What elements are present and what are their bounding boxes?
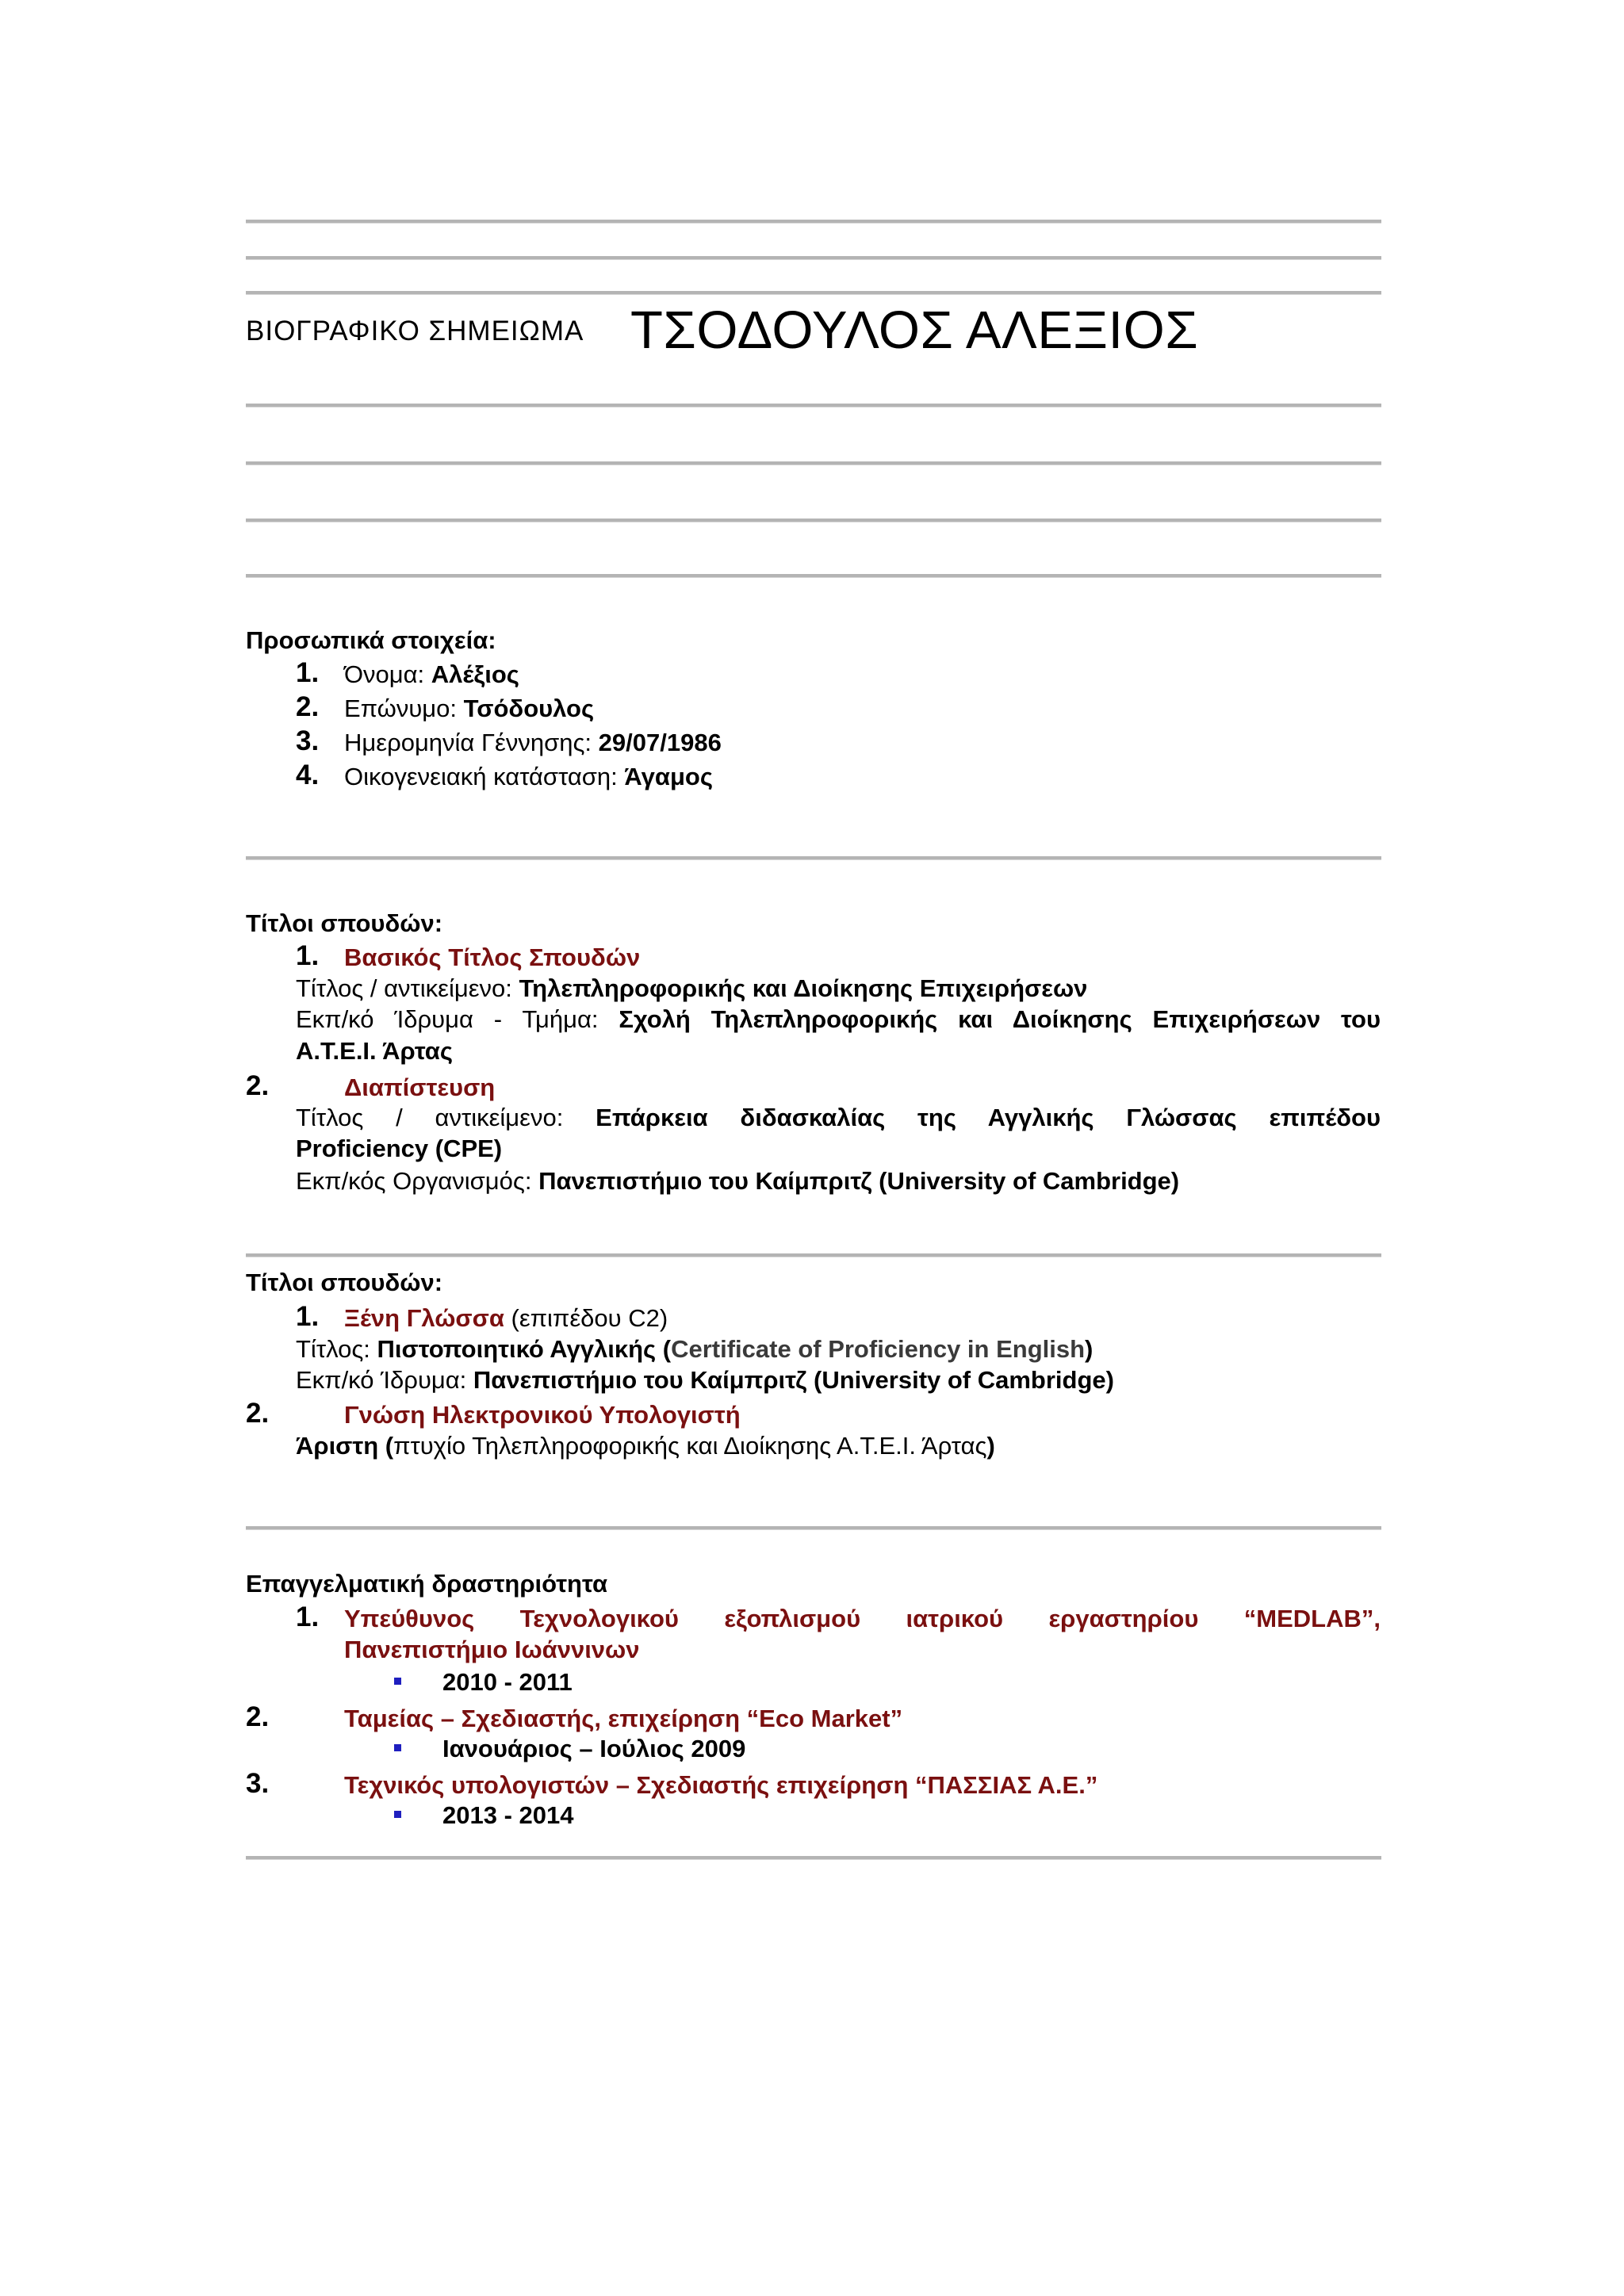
- divider-7: [246, 574, 1381, 578]
- field-label: Επώνυμο:: [344, 695, 457, 722]
- field-value: Τσόδουλος: [463, 695, 595, 722]
- field-value: Τηλεπληροφορικής και Διοίκησης Επιχειρήσεων: [519, 974, 1088, 1002]
- skills-title-2: Γνώση Ηλεκτρονικού Υπολογιστή: [344, 1401, 741, 1429]
- field-value: Άγαμος: [624, 763, 713, 790]
- work-period-2: Ιανουάριος – Ιούλιος 2009: [442, 1735, 746, 1762]
- divider-2: [246, 256, 1381, 260]
- list-number: 1.: [296, 657, 320, 688]
- field-value-english: Certificate of Proficiency in English: [671, 1335, 1086, 1363]
- field-value: Επάρκεια διδασκαλίας της Αγγλικής Γλώσσας επιπέδου: [596, 1104, 1381, 1131]
- education-subject-2-cont: Proficiency (CPE): [296, 1135, 503, 1162]
- list-number: 2.: [296, 691, 320, 722]
- divider-4: [246, 404, 1381, 408]
- education-subject-2: [296, 1104, 1381, 1132]
- field-label: Εκπ/κό Ίδρυμα - Τμήμα:: [296, 1005, 599, 1033]
- bullet-icon: [394, 1744, 401, 1751]
- divider-10: [246, 1526, 1381, 1530]
- divider-8: [246, 856, 1381, 860]
- work-title-2: Ταμείας – Σχεδιαστής, επιχείρηση “Eco Market”: [344, 1705, 903, 1732]
- bullet-icon: [394, 1811, 401, 1818]
- section-heading-education: Τίτλοι σπουδών:: [246, 909, 443, 937]
- skills-institution-1: [296, 1366, 1114, 1395]
- field-value-close: ): [986, 1432, 995, 1460]
- field-value: Άριστη (: [296, 1432, 394, 1460]
- field-label: Οικογενειακή κατάσταση:: [344, 763, 618, 790]
- skills-title-1: [344, 1304, 668, 1333]
- list-number: 2.: [246, 1398, 270, 1429]
- work-title-3: Τεχνικός υπολογιστών – Σχεδιαστής επιχείρηση “ΠΑΣΣΙΑΣ Α.Ε.”: [344, 1771, 1098, 1799]
- education-organization-2: [296, 1167, 1179, 1196]
- divider-5: [246, 461, 1381, 465]
- field-label: Εκπ/κό Ίδρυμα:: [296, 1366, 467, 1394]
- education-title-2: Διαπίστευση: [344, 1073, 496, 1101]
- education-subject-1: [296, 974, 1087, 1003]
- work-period-1: 2010 - 2011: [442, 1668, 573, 1696]
- divider-6: [246, 519, 1381, 522]
- list-number: 1.: [296, 1301, 320, 1332]
- list-number: 3.: [246, 1768, 270, 1799]
- education-institution-1: [296, 1005, 1381, 1034]
- field-value: Πανεπιστήμιο του Καίμπριτζ (University of Cambridge): [538, 1167, 1180, 1195]
- work-title-1-cont: Πανεπιστήμιο Ιωάννινων: [344, 1636, 640, 1663]
- list-number: 4.: [296, 760, 320, 790]
- field-label: Ημερομηνία Γέννησης:: [344, 729, 592, 756]
- field-value: 29/07/1986: [598, 729, 722, 756]
- section-heading-personal: Προσωπικά στοιχεία:: [246, 626, 496, 654]
- education-title-1: Βασικός Τίτλος Σπουδών: [344, 943, 641, 971]
- divider-9: [246, 1253, 1381, 1257]
- field-label: Όνομα:: [344, 660, 425, 688]
- field-value: Πανεπιστήμιο του Καίμπριτζ (University of Cambridge): [473, 1366, 1114, 1394]
- skill-level: (επιπέδου C2): [511, 1304, 668, 1332]
- list-number: 1.: [296, 940, 320, 971]
- section-heading-skills: Τίτλοι σπουδών:: [246, 1269, 443, 1296]
- field-value: Σχολή Τηλεπληροφορικής και Διοίκησης Επιχειρήσεων του: [619, 1005, 1381, 1033]
- list-number: 1.: [296, 1601, 320, 1632]
- education-institution-1-cont: Α.Τ.Ε.Ι. Άρτας: [296, 1037, 453, 1065]
- list-number: 2.: [246, 1701, 270, 1732]
- divider-11: [246, 1856, 1381, 1860]
- field-label: Τίτλος:: [296, 1335, 370, 1363]
- section-heading-work: Επαγγελματική δραστηριότητα: [246, 1570, 608, 1598]
- field-value: Πιστοποιητικό Αγγλικής (: [377, 1335, 672, 1363]
- skill-name: Ξένη Γλώσσα: [344, 1304, 504, 1332]
- skills-detail-2: [296, 1432, 995, 1460]
- field-value-detail: πτυχίο Τηλεπληροφορικής και Διοίκησης Α.Τ.Ε.Ι. Άρτας: [393, 1432, 987, 1460]
- work-title-1: Υπεύθυνος Τεχνολογικού εξοπλισμού ιατρικού εργαστηρίου “MEDLAB”,: [344, 1605, 1381, 1632]
- field-label: Τίτλος / αντικείμενο:: [296, 1104, 564, 1131]
- field-value: Αλέξιος: [431, 660, 519, 688]
- bullet-icon: [394, 1678, 401, 1685]
- list-number: 3.: [296, 725, 320, 756]
- field-value-close: ): [1085, 1335, 1094, 1363]
- field-label: Εκπ/κός Οργανισμός:: [296, 1167, 532, 1195]
- divider-1: [246, 220, 1381, 224]
- skills-certificate-1: [296, 1335, 1093, 1364]
- list-number: 2.: [246, 1070, 270, 1101]
- divider-3: [246, 291, 1381, 295]
- document-title-label: ΒΙΟΓΡΑΦΙΚΟ ΣΗΜΕΙΩΜΑ: [246, 316, 584, 346]
- field-label: Τίτλος / αντικείμενο:: [296, 974, 512, 1002]
- document-title-name: ΤΣΟΔΟΥΛΟΣ ΑΛΕΞΙΟΣ: [630, 300, 1199, 360]
- work-period-3: 2013 - 2014: [442, 1801, 574, 1829]
